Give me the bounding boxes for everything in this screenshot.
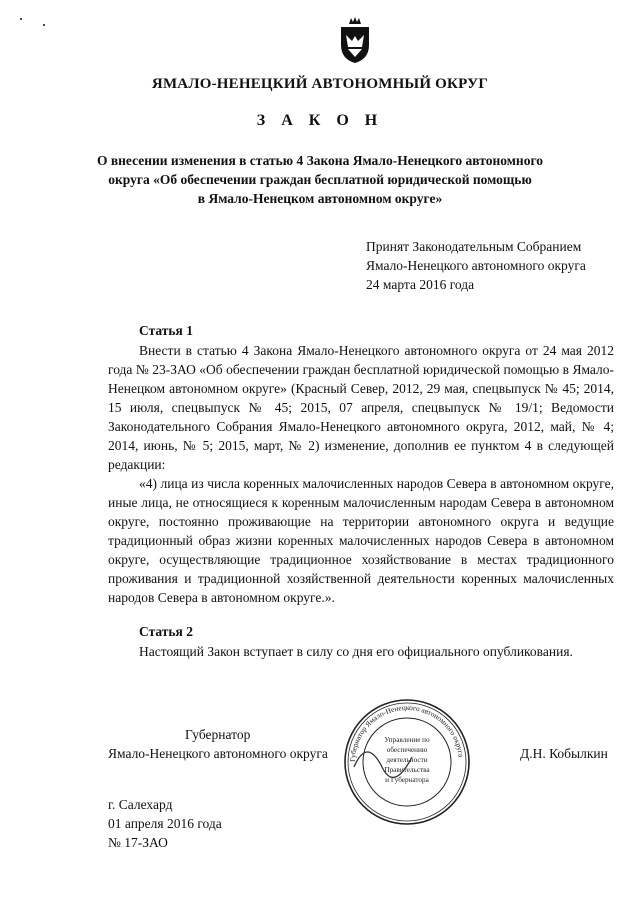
article-1-paragraph: Внести в статью 4 Закона Ямало-Ненецкого автономного округа от 24 мая 2012 года № 23-ЗАО «Об обеспечении граждан бесплатной юридической помощью в Ямало-Ненецком автономном округе» (Красный Север, 2012, 29 мая, спецвыпуск № 45; 2014, 15 июля, спецвыпуск № 45; 2015, 07 апреля, спецвыпуск № 19/1; Ведомости Законодательного Собрания Ямало-Ненецкого автономного округа, 2012, май, № 4; 2014, июнь, № 5; 2015, март, № 2) изменение, дополнив ее пунктом 4 в следующей редакции: [108, 343, 614, 472]
svg-text:обеспечению: обеспечению [386, 746, 428, 754]
article-1-title: Статья 1 [139, 323, 193, 338]
law-title-line: О внесении изменения в статью 4 Закона Ямало-Ненецкого автономного [96, 153, 544, 168]
document-footer [108, 795, 222, 852]
document-type: З А К О Н [256, 112, 384, 129]
svg-text:Правительства: Правительства [384, 766, 430, 774]
article-1-body [108, 341, 614, 607]
official-stamp [342, 697, 472, 827]
adoption-line: Принят Законодательным Собранием [366, 239, 582, 254]
signatory-name: Д.Н. Кобылкин [520, 746, 608, 761]
svg-text:Губернатор Ямало-Ненецкого авт: Губернатор Ямало-Ненецкого автономного округа [347, 702, 466, 763]
law-number: № 17-ЗАО [108, 835, 168, 850]
article-2-body [108, 642, 614, 661]
scan-mark [20, 18, 22, 20]
signatory-region: Ямало-Ненецкого автономного округа [108, 746, 328, 761]
svg-text:и Губернатора: и Губернатора [385, 776, 429, 784]
law-title-line: в Ямало-Ненецком автономном округе» [197, 191, 443, 206]
article-2-title: Статья 2 [139, 624, 193, 639]
region-name: ЯМАЛО-НЕНЕЦКИЙ АВТОНОМНЫЙ ОКРУГ [151, 76, 489, 92]
adoption-line: Ямало-Ненецкого автономного округа [366, 258, 586, 273]
article-1-amendment-text: «4) лица из числа коренных малочисленных народов Севера в автономном округе, иные лица, не относящиеся к коренным малочисленным народам Севера в автономном округе, постоянно проживающие на территории автономного округа и ведущие традиционный образ жизни коренных малочисленных народов Севера в автономном округе, осуществляющие традиционное хозяйствование в местах традиционного проживания и традиционной хозяйственной деятельности коренных малочисленных народов Севера в автономном округе.». [108, 476, 614, 605]
article-2-paragraph: Настоящий Закон вступает в силу со дня его официального опубликования. [139, 644, 573, 659]
signing-date: 01 апреля 2016 года [108, 816, 222, 831]
scan-mark [43, 24, 45, 26]
place-of-signing: г. Салехард [108, 797, 173, 812]
law-title-line: округа «Об обеспечении граждан бесплатной юридической помощью [108, 172, 532, 187]
adoption-note [366, 237, 586, 294]
svg-text:деятельности: деятельности [386, 756, 428, 764]
law-title [0, 151, 640, 208]
adoption-date: 24 марта 2016 года [366, 277, 475, 292]
coat-of-arms-emblem [337, 15, 373, 65]
svg-text:Управление по: Управление по [384, 736, 430, 744]
signatory-position: Губернатор [185, 727, 251, 742]
